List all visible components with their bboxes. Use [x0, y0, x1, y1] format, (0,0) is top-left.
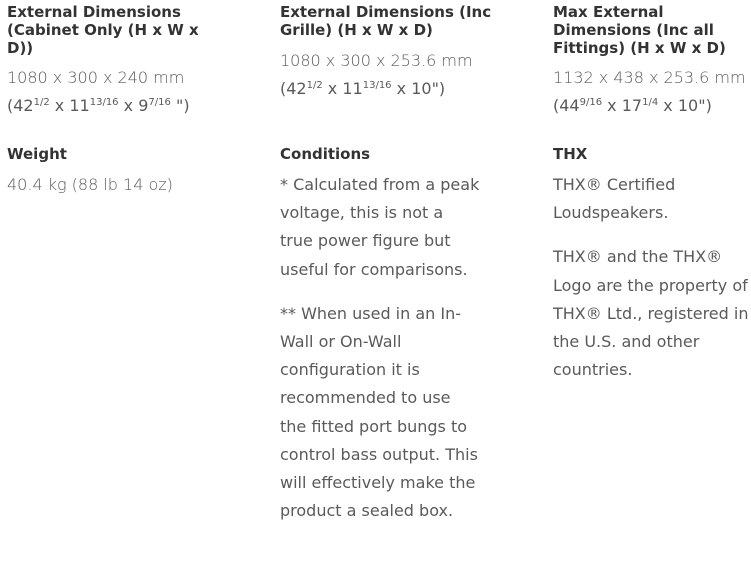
cabinet-dimensions-metric: 1080 x 300 x 240 mm [7, 68, 185, 87]
imperial-height-whole: 42 [13, 96, 34, 115]
thx-note-1: THX® Certified Loudspeakers. [553, 175, 676, 223]
max-dimensions-heading: Max External Dimensions (Inc all Fittings) (H x W x D) [553, 3, 726, 57]
imperial-depth-whole: 9 [138, 96, 149, 115]
imperial-width-fraction: 1/4 [642, 97, 659, 108]
imperial-height-fraction: 1/2 [306, 80, 323, 91]
imperial-width-fraction: 13/16 [89, 97, 119, 108]
imperial-depth-fraction: 7/16 [148, 97, 171, 108]
conditions-note-2: ** When used in an In-Wall or On-Wall configuration it is recommended to use the fitted port bungs to control bass output. This will effectively make the product a sealed box. [280, 303, 478, 521]
imperial-height-fraction: 9/16 [579, 97, 603, 108]
max-dimensions-metric: 1132 x 438 x 253.6 mm [553, 68, 746, 87]
imperial-open-paren: ( [7, 96, 14, 115]
imperial-height-whole: 44 [559, 96, 580, 115]
imperial-width-whole: 11 [342, 79, 363, 98]
grille-dimensions-heading: External Dimensions (Inc Grille) (H x W x D) [280, 3, 492, 39]
weight-heading: Weight [7, 145, 67, 163]
imperial-open-paren: ( [553, 96, 560, 115]
grille-dimensions-imperial: ($42^{1/2}$ x $11^{13/16}$ x 10") [280, 79, 446, 98]
imperial-open-paren: ( [280, 79, 287, 98]
conditions-note-1: * Calculated from a peak voltage, this is not a true power figure but useful for comparisons. [280, 175, 480, 279]
thx-note-2: THX® and the THX® Logo are the property of THX® Ltd., registered in the U.S. and other countries. [553, 247, 749, 380]
thx-heading: THX [553, 145, 588, 163]
imperial-height-whole: 42 [286, 79, 307, 98]
weight-value: 40.4 kg (88 lb 14 oz) [7, 175, 173, 194]
imperial-height-fraction: 1/2 [33, 97, 50, 108]
cabinet-dimensions-heading: External Dimensions (Cabinet Only (H x W x D)) [7, 3, 199, 57]
imperial-close-paren: ") [175, 96, 190, 115]
conditions-heading: Conditions [280, 145, 371, 163]
imperial-depth-value: 10") [411, 79, 446, 98]
cabinet-dimensions-imperial: ($42^{1/2}$ x $11^{13/16}$ x $9^{7/16}$ ") [7, 96, 190, 115]
imperial-width-fraction: 13/16 [362, 80, 392, 91]
grille-dimensions-metric: 1080 x 300 x 253.6 mm [280, 51, 473, 70]
imperial-width-whole: 11 [69, 96, 90, 115]
imperial-width-whole: 17 [621, 96, 643, 115]
max-dimensions-imperial: ($44^{9/16}$ x $17^{1/4}$ x 10") [553, 96, 712, 115]
imperial-depth-value: 10") [677, 96, 712, 115]
